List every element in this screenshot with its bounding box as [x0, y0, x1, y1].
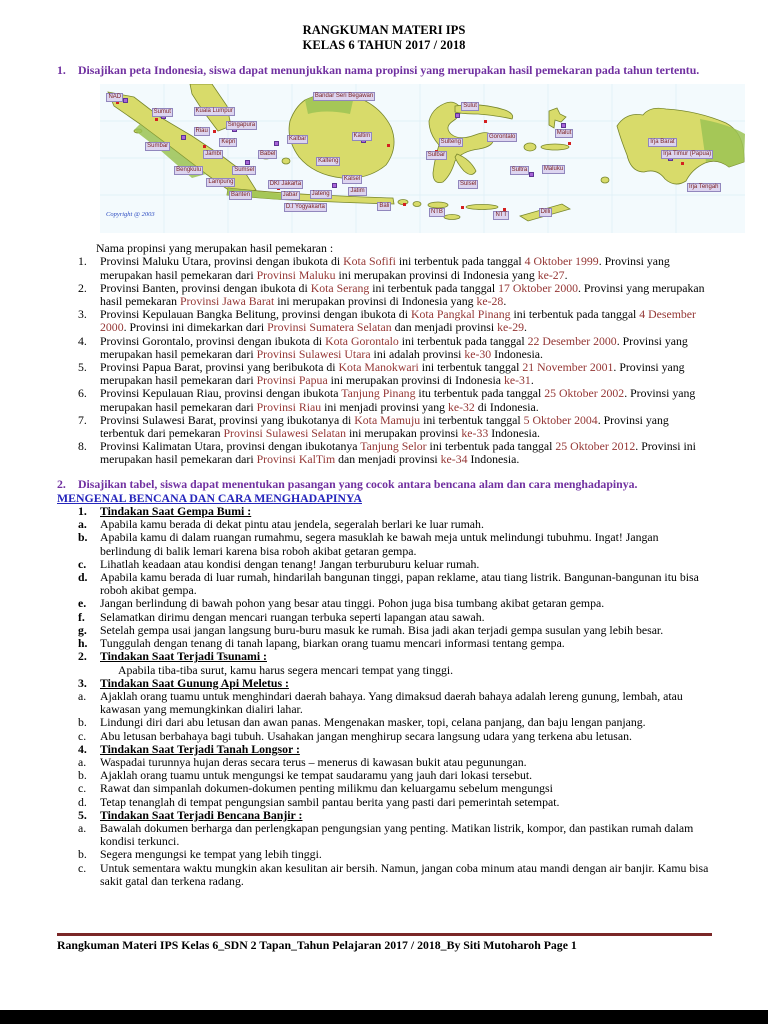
text-segment: .	[564, 267, 568, 282]
item-text: Segera mengungsi ke tempat yang lebih tinggi.	[100, 847, 322, 862]
province-text	[100, 308, 712, 334]
text-segment: Provinsi Papua Barat, provinsi yang beribukota di	[100, 360, 339, 375]
subsection-number: 1.	[78, 504, 87, 519]
map-label-kalsel: Kalsel	[343, 176, 361, 183]
province-item	[78, 440, 712, 466]
text-segment: Kota Pangkal Pinang	[410, 307, 511, 322]
item-text: Setelah gempa usai jangan langsung buru-buru masuk ke rumah. Bisa jadi akan terjadi gempa susulan yang lebih besar.	[100, 622, 664, 637]
item-text: Lindungi diri dari abu letusan dan awan panas. Mengenakan masker, topi, celana panjang, dan baju lengan panjang.	[100, 715, 646, 730]
map-label-sulteng: Sulteng	[440, 138, 461, 145]
action-item	[78, 690, 712, 716]
province-text	[100, 282, 712, 308]
subsection-number: 4.	[78, 741, 87, 756]
text-segment: dan menjadi provinsi	[335, 452, 441, 467]
action-item	[78, 597, 712, 610]
map-marker	[332, 183, 337, 188]
text-segment: . Provinsi ini dimekarkan dari	[123, 320, 268, 335]
section2-number: 2.	[57, 476, 66, 491]
action-item	[78, 531, 712, 557]
map-label-banten: Banten	[231, 192, 251, 199]
subsection-title-text: Tindakan Saat Terjadi Tsunami :	[100, 649, 267, 664]
province-list-intro: Nama propinsi yang merupakan hasil pemekaran :	[96, 241, 334, 256]
item-letter: a.	[78, 517, 87, 532]
province-text	[100, 440, 712, 466]
map-label-kalteng: Kalteng	[318, 158, 339, 165]
text-segment: . Provinsi yang merupakan hasil pemekaran dari	[100, 386, 696, 414]
title-line-2: KELAS 6 TAHUN 2017 / 2018	[302, 38, 466, 52]
island-lombok	[413, 202, 421, 207]
island-belitung	[282, 158, 290, 164]
text-segment: . Provinsi yang terbentuk dari pemekaran	[100, 412, 669, 441]
text-segment: ke-28	[476, 294, 504, 309]
text-segment: 25 Oktober 2012	[555, 439, 636, 454]
map-label-kaltim: Kaltim	[353, 132, 371, 139]
subsection-text: Apabila tiba-tiba surut, kamu harus segera mencari tempat yang tinggi.	[118, 662, 454, 677]
province-text	[100, 387, 712, 413]
item-text: Rawat dan simpanlah dokumen-dokumen penting milikmu dan keluargamu sebelum mengungsi	[100, 781, 553, 796]
city-dot	[403, 203, 406, 206]
text-segment: Provinsi Kepulauan Riau, provinsi dengan ibukota	[100, 386, 342, 401]
text-segment: Provinsi Kepulauan Bangka Belitung, provinsi dengan ibukota di	[100, 307, 411, 322]
text-segment: . Provinsi ini merupakan hasil pemekaran dari	[100, 439, 696, 467]
text-segment: Provinsi Banten, provinsi dengan ibukota di	[100, 280, 311, 295]
item-text: Apabila kamu di dalam ruangan rumahmu, segera masuklah ke bawah meja untuk melindungi tubuhmu. Ingat! Jangan berlindung di balik lemari karena bisa roboh akibat getaran gempa.	[100, 530, 659, 558]
subsection-number: 2.	[78, 649, 87, 664]
island-buru	[524, 143, 536, 151]
disaster-sections	[78, 505, 712, 888]
text-segment: di Indonesia.	[474, 399, 539, 414]
subsection-number: 5.	[78, 807, 87, 822]
map-label-gorontalo: Gorontalo	[489, 134, 516, 141]
item-letter: c.	[78, 728, 87, 743]
map-label-bandar-seri-begawan: Bandar Seri Begawan	[314, 92, 374, 99]
city-dot	[213, 130, 216, 133]
item-letter: c.	[78, 781, 87, 796]
map-label-malut: Malut	[556, 129, 572, 136]
text-segment: Provinsi KalTim	[256, 452, 336, 467]
map-label-dilli: Dilli	[540, 208, 551, 215]
map-marker	[274, 141, 279, 146]
map-label-jateng: Jateng	[311, 190, 330, 197]
text-segment: 4 Desember 2000	[100, 307, 696, 335]
text-segment: Indonesia.	[488, 426, 541, 441]
document-title	[0, 0, 768, 53]
province-item	[78, 387, 712, 413]
section1-heading-text: Disajikan peta Indonesia, siswa dapat menunjukkan nama propinsi yang merupakan hasil pemekaran pada tahun tertentu.	[78, 63, 700, 77]
item-letter: a.	[78, 754, 87, 769]
page-footer	[57, 933, 712, 952]
action-item	[78, 848, 712, 861]
section2-subtitle: MENGENAL BENCANA DAN CARA MENGHADAPINYA	[57, 490, 362, 505]
footer-text: Rangkuman Materi IPS Kelas 6_SDN 2 Tapan_Tahun Pelajaran 2017 / 2018_By Siti Mutoharoh Page 1	[57, 938, 577, 952]
text-segment: Provinsi Maluku	[256, 267, 336, 282]
item-text: Apabila kamu berada di luar rumah, hindarilah bangunan tinggi, papan reklame, atau tiang listrik. Bangunan-bangunan itu bisa roboh akibat gempa.	[100, 570, 699, 598]
subsection-title-text: Tindakan Saat Terjadi Tanah Longsor :	[100, 741, 300, 756]
item-letter: a.	[78, 820, 87, 835]
text-segment: Kota Serang	[310, 280, 370, 295]
text-segment: ke-32	[447, 399, 475, 414]
map-label-bengkulu: Bengkulu	[176, 167, 202, 174]
text-segment: 4 Oktober 1999	[524, 254, 599, 269]
item-text: Jangan berlindung di bawah pohon yang besar atau tinggi. Pohon juga bisa tumbang akibat getaran gempa.	[100, 596, 605, 611]
section1-number: 1.	[57, 63, 66, 77]
item-letter: h.	[78, 636, 88, 651]
map-label-sumbar: Sumbar	[147, 143, 169, 150]
text-segment: Provinsi Gorontalo, provinsi dengan ibukota di	[100, 333, 326, 348]
text-segment: Indonesia.	[467, 452, 520, 467]
section2-heading	[57, 478, 712, 491]
subsection-title-text: Tindakan Saat Gunung Api Meletus :	[100, 675, 289, 690]
title-line-1: RANGKUMAN MATERI IPS	[302, 23, 466, 37]
subsection-title-row	[78, 677, 712, 690]
item-letter: c.	[78, 556, 87, 571]
province-item	[78, 282, 712, 308]
island-seram	[541, 144, 569, 150]
map-label-sultra: Sultra	[511, 167, 528, 174]
text-segment: Kota Sofifi	[343, 254, 396, 269]
text-segment: ini terbentuk tanggal	[420, 412, 524, 427]
text-segment: ke-27	[537, 267, 565, 282]
item-letter: g.	[78, 622, 87, 637]
map-label-kalbar: Kalbar	[289, 135, 307, 142]
item-letter: c.	[78, 860, 87, 875]
item-letter: b.	[78, 847, 87, 862]
subsection-title	[100, 809, 712, 822]
map-marker	[455, 113, 460, 118]
subsection-number: 3.	[78, 675, 87, 690]
text-segment: 21 November 2001	[522, 360, 614, 375]
viewer-bottom-bar	[0, 1010, 768, 1024]
text-segment: ini adalah provinsi	[370, 346, 465, 361]
list-number: 2.	[78, 280, 87, 295]
map-label-jabar: Jabar	[282, 192, 298, 199]
text-segment: 17 Oktober 2000	[498, 280, 579, 295]
map-label-irja-barat: Irja Barat	[650, 138, 675, 145]
map-label-irja-timur-papua-: Irja Timur (Papua)	[663, 150, 712, 157]
text-segment: . Provinsi yang merupakan hasil pemekaran dari	[100, 254, 670, 282]
item-text: Apabila kamu berada di dekat pintu atau jendela, segeralah berlari ke luar rumah.	[100, 517, 484, 532]
text-segment: . Provinsi yang merupakan hasil pemekaran	[100, 280, 705, 309]
island-aru	[601, 177, 609, 183]
text-segment: Kota Mamuju	[354, 412, 421, 427]
action-item	[78, 571, 712, 597]
item-letter: d.	[78, 570, 88, 585]
text-segment: ini terbentuk pada tanggal	[398, 333, 528, 348]
city-dot	[568, 142, 571, 145]
map-copyright: Copyright @ 2003	[106, 211, 155, 218]
action-item	[78, 782, 712, 795]
text-segment: ini terbentuk pada tanggal	[426, 439, 556, 454]
section2-heading-text: Disajikan tabel, siswa dapat menentukan pasangan yang cocok antara bencana alam dan cara menghadapinya.	[78, 476, 638, 491]
subsection-title-text: Tindakan Saat Gempa Bumi :	[100, 504, 252, 519]
map-label-dki-jakarta: DKI Jakarta	[269, 180, 302, 187]
map-marker	[245, 160, 250, 165]
text-segment: 22 Desember 2000	[527, 333, 617, 348]
text-segment: Provinsi Sulawesi Barat, provinsi yang ibukotanya di	[100, 412, 355, 427]
indonesia-map	[100, 84, 745, 233]
item-text: Tunggulah dengan tenang di tanah lapang, biarkan orang tuamu mencari informasi tentang gempa.	[100, 636, 565, 651]
list-number: 3.	[78, 307, 87, 322]
map-marker	[561, 123, 566, 128]
text-segment: ini merupakan provinsi di Indonesia	[327, 373, 504, 388]
map-label-d-i-yogyakarta: D.I Yogyakarta	[285, 204, 325, 211]
text-segment: ke-33	[461, 426, 489, 441]
text-segment: ke-31	[503, 373, 531, 388]
map-label-jatim: Jatim	[350, 188, 365, 194]
text-segment: itu terbentuk pada tanggal	[415, 386, 545, 401]
text-segment: Tanjung Pinang	[341, 386, 416, 401]
list-number: 5.	[78, 360, 87, 375]
text-segment: ke-34	[440, 452, 468, 467]
city-dot	[155, 118, 158, 121]
text-segment: .	[524, 320, 527, 335]
list-number: 4.	[78, 333, 87, 348]
text-segment: ke-29	[497, 320, 524, 335]
text-segment: Tanjung Selor	[360, 439, 427, 454]
city-dot	[203, 145, 206, 148]
text-segment: ini merupakan provinsi di Indonesia yang	[335, 267, 538, 282]
list-number: 1.	[78, 254, 87, 269]
item-letter: b.	[78, 768, 87, 783]
island-flores	[466, 205, 498, 210]
text-segment: Provinsi Kalimatan Utara, provinsi dengan ibukotanya	[100, 439, 361, 454]
subsection-title-text: Tindakan Saat Terjadi Bencana Banjir :	[100, 807, 303, 822]
city-dot	[387, 144, 390, 147]
item-text: Abu letusan berbahaya bagi tubuh. Usahakan jangan menghirup secara langsung udara yang terkena abu letusan.	[100, 728, 632, 743]
map-label-sumut: Sumut	[153, 109, 171, 116]
island-sumba	[444, 215, 460, 220]
map-label-sumsel: Sumsel	[234, 167, 255, 174]
map-label-sulut: Sulut	[463, 103, 477, 110]
province-text	[100, 361, 712, 387]
item-letter: b.	[78, 530, 88, 545]
item-text: Bawalah dokumen berharga dan perlengkapan pengungsian yang penting. Matikan listrik, kompor, dan pastikan rumah dalam kondisi terkunci.	[100, 820, 694, 849]
province-text	[100, 255, 712, 281]
province-item	[78, 414, 712, 440]
text-segment: ini terbentuk pada tanggal	[369, 280, 499, 295]
item-letter: d.	[78, 794, 87, 809]
item-letter: e.	[78, 596, 87, 611]
text-segment: . Provinsi yang merupakan hasil pemekaran dari	[100, 360, 685, 388]
item-text: Tetap tenanglah di tempat pengungsian sambil pantau berita yang pasti dari pemerintah setempat.	[100, 794, 560, 809]
text-segment: Provinsi Riau	[256, 399, 322, 414]
list-number: 8.	[78, 439, 87, 454]
text-segment: ini merupakan provinsi	[346, 426, 462, 441]
map-label-kuala-lumpur: Kuala Lumpur	[195, 107, 233, 114]
map-label-irja-tengah: Irja Tengah	[688, 183, 719, 190]
text-segment: Provinsi Sulawesi Utara	[256, 346, 371, 361]
text-segment: Kota Gorontalo	[325, 333, 399, 348]
map-marker	[181, 135, 186, 140]
text-segment: Kota Manokwari	[338, 360, 419, 375]
section1-heading	[57, 64, 712, 77]
action-item	[78, 611, 712, 624]
subsection-title	[100, 743, 712, 756]
map-label-sulbar: Sulbar	[427, 152, 446, 159]
province-text	[100, 335, 712, 361]
map-marker	[529, 172, 534, 177]
item-text: Ajaklah orang tuamu untuk menghindari daerah bahaya. Yang dimaksud daerah bahaya adalah lereng gunung, lembah, atau kawasan yang memungkinkan dialiri lahar.	[100, 688, 683, 717]
text-segment: Provinsi Sumatera Selatan	[267, 320, 392, 335]
text-segment: ini menjadi provinsi yang	[321, 399, 448, 414]
map-marker	[123, 98, 128, 103]
text-segment: 25 Oktober 2002	[544, 386, 625, 401]
map-label-lampung: Lampung	[208, 179, 234, 186]
map-label-ntb: NTB	[430, 208, 443, 215]
text-segment: 5 Oktober 2004	[523, 412, 598, 427]
item-text: Lihatlah keadaan atau kondisi dengan tenang! Jangan terburuburu keluar rumah.	[100, 556, 480, 571]
item-text: Waspadai turunnya hujan deras secara terus – menerus di kawasan bukit atau pegunungan.	[100, 754, 527, 769]
footer-divider	[57, 933, 712, 936]
item-letter: b.	[78, 715, 87, 730]
map-label-riau: Riau	[195, 128, 208, 135]
map-label-sulsel: Sulsel	[459, 180, 477, 187]
action-item	[78, 716, 712, 729]
map-label-babel: Babel	[260, 150, 276, 157]
subsection-title-row	[78, 743, 712, 756]
list-number: 7.	[78, 412, 87, 427]
item-text: Untuk sementara waktu mungkin akan kesulitan air bersih. Namun, jangan coba minum atau mandi dengan air banjir. Kamu bisa sakit gatal dan terkena radang.	[100, 860, 709, 888]
item-text: Ajaklah orang tuamu untuk mengungsi ke tempat saudaramu yang jauh dari lokasi tersebut.	[100, 768, 533, 783]
province-item	[78, 335, 712, 361]
map-label-kepri: Kepri	[221, 138, 236, 145]
text-segment: Provinsi Maluku Utara, provinsi dengan ibukota di	[100, 254, 344, 269]
province-item	[78, 308, 712, 334]
text-segment: dan menjadi provinsi	[391, 320, 498, 335]
city-dot	[484, 120, 487, 123]
text-segment: ini merupakan provinsi di Indonesia yang	[274, 294, 477, 309]
text-segment: . Provinsi yang merupakan hasil pemekaran dari	[100, 333, 688, 361]
city-dot	[681, 162, 684, 165]
text-segment: .	[503, 294, 507, 309]
text-segment: ini terbentuk pada tanggal	[510, 307, 640, 322]
province-item	[78, 255, 712, 281]
subsection-title	[100, 677, 712, 690]
subsection-title-row	[78, 650, 712, 663]
text-segment: Provinsi Papua	[256, 373, 328, 388]
map-label-ntt: NTT	[495, 211, 508, 218]
map-label-singapura: Singapura	[227, 122, 256, 129]
province-item	[78, 361, 712, 387]
province-list	[78, 255, 712, 466]
text-segment: ini terbentuk tanggal	[418, 360, 523, 375]
map-label-bali: Bali	[379, 202, 390, 209]
city-dot	[461, 206, 464, 209]
text-segment: ke-30	[464, 346, 492, 361]
item-letter: f.	[78, 609, 85, 624]
map-label-jambi: Jambi	[205, 150, 222, 157]
subsection-title	[100, 650, 712, 663]
item-letter: a.	[78, 688, 87, 703]
text-segment: Indonesia.	[491, 346, 543, 361]
text-segment: .	[530, 373, 534, 388]
item-text: Selamatkan dirimu dengan mencari ruangan terbuka seperti lapangan atau sawah.	[100, 609, 485, 624]
action-item	[78, 822, 712, 848]
text-segment: ini terbentuk pada tanggal	[395, 254, 525, 269]
map-label-maluku: Maluku	[543, 165, 564, 172]
action-item	[78, 862, 712, 888]
list-number: 6.	[78, 386, 87, 401]
map-label-nad: NAD	[108, 94, 122, 101]
text-segment: Provinsi Jawa Barat	[179, 294, 275, 309]
subsection-title-row	[78, 809, 712, 822]
province-text	[100, 414, 712, 440]
text-segment: Provinsi Sulawesi Selatan	[223, 426, 347, 441]
